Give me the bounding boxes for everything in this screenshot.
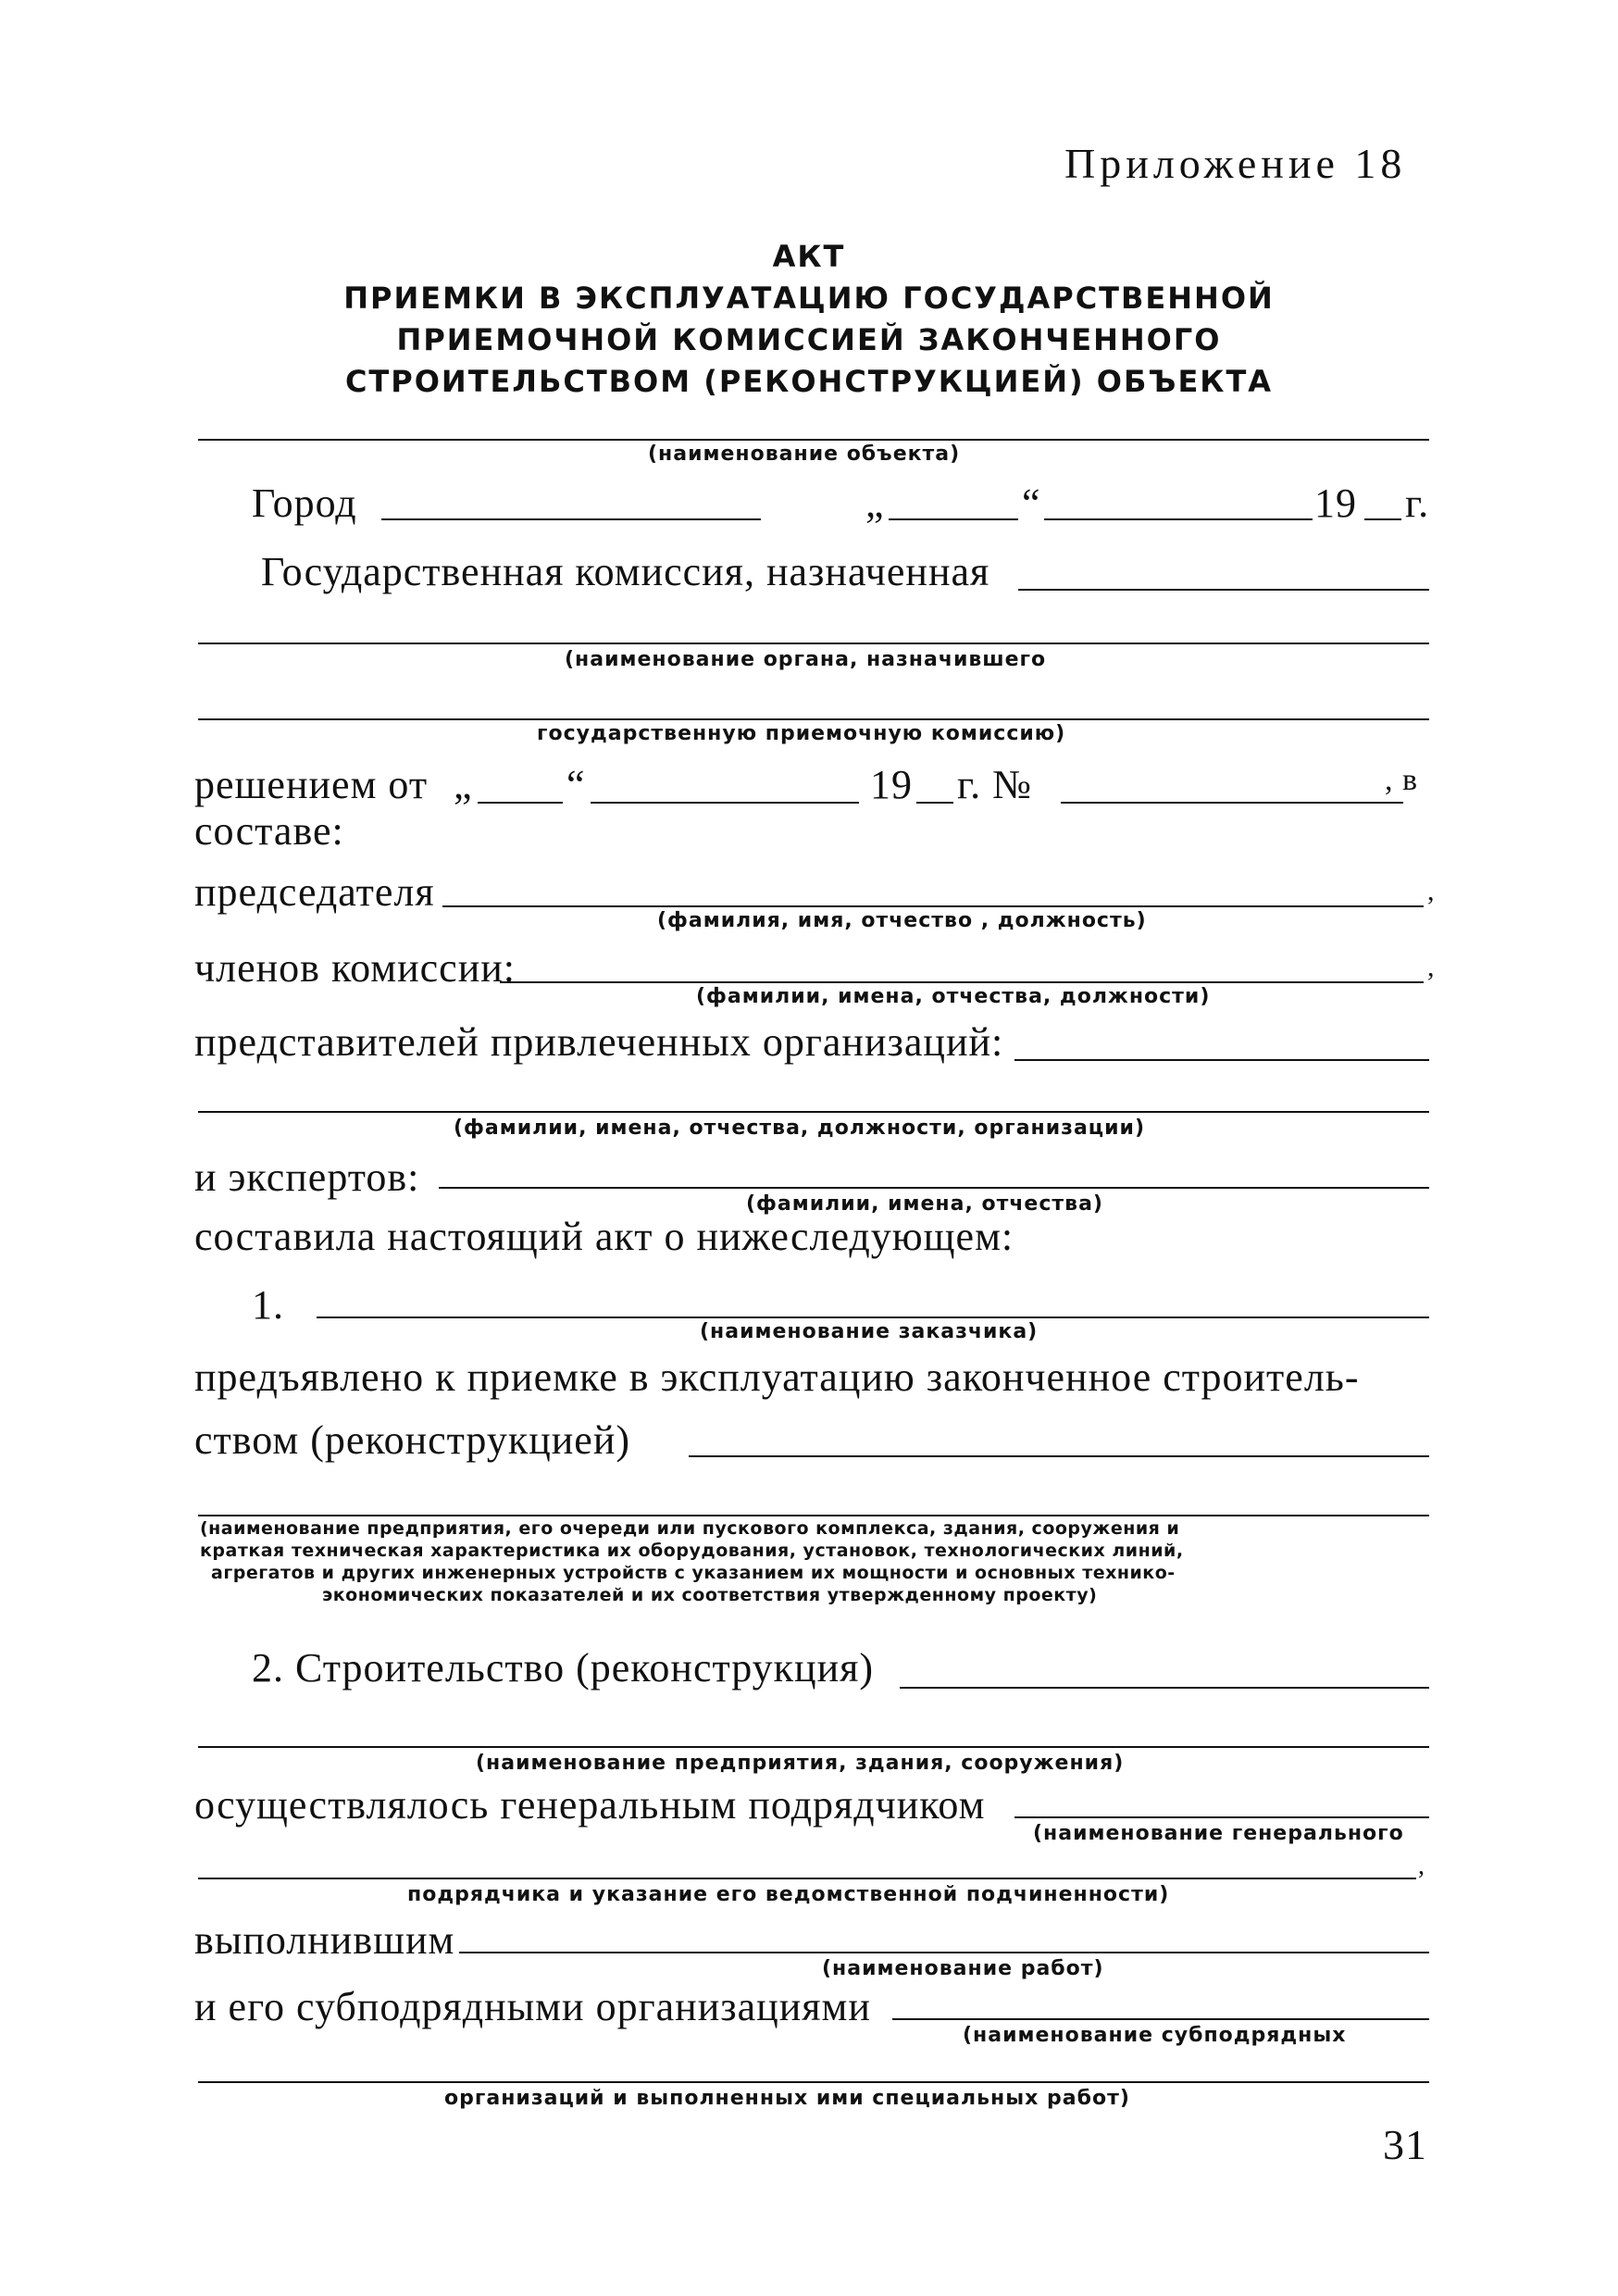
decision-quote-close: “ — [566, 762, 586, 807]
commission-field[interactable] — [1018, 589, 1429, 591]
decision-year-field[interactable] — [916, 802, 953, 804]
subs-label: и его субподрядными организациями — [194, 1984, 871, 2029]
representatives-line-2[interactable] — [198, 1111, 1429, 1113]
customer-caption: (наименование заказчика) — [700, 1320, 1039, 1343]
building-caption: (наименование предприятия, здания, сооружения) — [476, 1752, 1125, 1775]
sub-caption-1: (наименование субподрядных — [963, 2024, 1347, 2047]
members-field[interactable] — [500, 981, 1424, 983]
subs-line-2[interactable] — [198, 2081, 1429, 2083]
item-2-label: 2. Строительство (реконструкция) — [252, 1645, 875, 1691]
decision-v: , в — [1385, 763, 1419, 797]
representatives-caption: (фамилии, имена, отчества, должности, организации) — [454, 1117, 1145, 1140]
date-quote-open: „ — [865, 480, 885, 526]
chairman-field[interactable] — [442, 905, 1424, 907]
chairman-label: председателя — [194, 869, 435, 915]
gen-comma: , — [1418, 1852, 1425, 1880]
members-label: членов комиссии: — [194, 945, 517, 991]
presented-line-2: ством (реконструкцией) — [194, 1417, 631, 1463]
object-name-caption: (наименование объекта) — [648, 443, 961, 466]
object-field[interactable] — [689, 1455, 1429, 1457]
object-line-2[interactable] — [198, 1515, 1429, 1516]
performed-field[interactable] — [459, 1952, 1429, 1953]
organ-line-2[interactable] — [198, 718, 1429, 720]
date-quote-close: “ — [1022, 480, 1041, 526]
members-caption: (фамилии, имена, отчества, должности) — [696, 985, 1211, 1008]
decision-number-label: г. № — [957, 762, 1033, 807]
works-caption: (наименование работ) — [822, 1957, 1104, 1980]
page-number: 31 — [1383, 2121, 1427, 2168]
date-year-prefix: 19 — [1314, 480, 1357, 526]
experts-label: и экспертов: — [194, 1154, 420, 1200]
date-day-field[interactable] — [889, 518, 1018, 520]
gen-contractor-label: осуществлялось генеральным подрядчиком — [194, 1782, 986, 1828]
organ-caption-1: (наименование органа, назначившего — [565, 648, 1047, 671]
title-line-1: АКТ — [772, 239, 846, 274]
gen-caption-2: подрядчика и указание его ведомственной подчиненности) — [407, 1883, 1170, 1906]
enterprise-caption-3: агрегатов и других инженерных устройств с указанием их мощности и основных технико- — [211, 1563, 1176, 1583]
city-label: Город — [252, 480, 357, 526]
members-comma: , — [1427, 952, 1436, 982]
representatives-field[interactable] — [1014, 1059, 1429, 1061]
decision-year-prefix: 19 — [870, 762, 913, 807]
customer-field[interactable] — [317, 1316, 1429, 1318]
city-field[interactable] — [381, 518, 761, 520]
object-name-line[interactable] — [198, 439, 1429, 441]
chairman-caption: (фамилия, имя, отчество , должность) — [657, 909, 1147, 932]
gen-caption-1: (наименование генерального — [1033, 1822, 1404, 1845]
enterprise-caption-1: (наименование предприятия, его очереди или пускового комплекса, здания, сооружения и — [200, 1518, 1180, 1539]
title-line-3: ПРИЕМОЧНОЙ КОМИССИЕЙ ЗАКОНЧЕННОГО — [396, 322, 1222, 357]
gen-contractor-line-2[interactable] — [198, 1878, 1416, 1879]
experts-caption: (фамилии, имена, отчества) — [746, 1192, 1103, 1216]
decision-quote-open: „ — [454, 762, 473, 807]
date-month-field[interactable] — [1044, 518, 1313, 520]
decision-label: решением от — [194, 762, 429, 807]
date-year-field[interactable] — [1364, 518, 1401, 520]
compiled-label: составила настоящий акт о нижеследующем: — [194, 1214, 1014, 1259]
presented-line-1: предъявлено к приемке в эксплуатацию законченное строитель- — [194, 1354, 1360, 1400]
chairman-comma: , — [1427, 876, 1436, 906]
title-line-4: СТРОИТЕЛЬСТВОМ (РЕКОНСТРУКЦИЕЙ) ОБЪЕКТА — [344, 364, 1274, 399]
construction-field[interactable] — [900, 1687, 1429, 1689]
decision-number-field[interactable] — [1061, 802, 1403, 804]
commission-label: Государственная комиссия, назначенная — [261, 549, 990, 594]
decision-day-field[interactable] — [478, 802, 563, 804]
gen-contractor-field[interactable] — [1014, 1816, 1429, 1818]
enterprise-caption-4: экономических показателей и их соответствия утвержденному проекту) — [322, 1585, 1098, 1605]
experts-field[interactable] — [439, 1187, 1429, 1189]
title-line-2: ПРИЕМКИ В ЭКСПЛУАТАЦИЮ ГОСУДАРСТВЕННОЙ — [343, 281, 1275, 316]
construction-line-2[interactable] — [198, 1746, 1429, 1748]
item-1-number: 1. — [252, 1282, 284, 1328]
date-year-suffix: г. — [1405, 480, 1430, 526]
enterprise-caption-2: краткая техническая характеристика их оборудования, установок, технологических линий, — [200, 1541, 1184, 1561]
organ-line-1[interactable] — [198, 643, 1429, 644]
composition-label: составе: — [194, 808, 344, 854]
organ-caption-2: государственную приемочную комиссию) — [537, 722, 1066, 745]
performed-label: выполнившим — [194, 1917, 455, 1963]
sub-caption-2: организаций и выполненных ими специальных работ) — [444, 2087, 1130, 2110]
decision-month-field[interactable] — [591, 802, 859, 804]
representatives-label: представителей привлеченных организаций: — [194, 1019, 1004, 1065]
appendix-label: Приложение 18 — [1064, 140, 1407, 187]
subs-field[interactable] — [892, 2018, 1429, 2020]
